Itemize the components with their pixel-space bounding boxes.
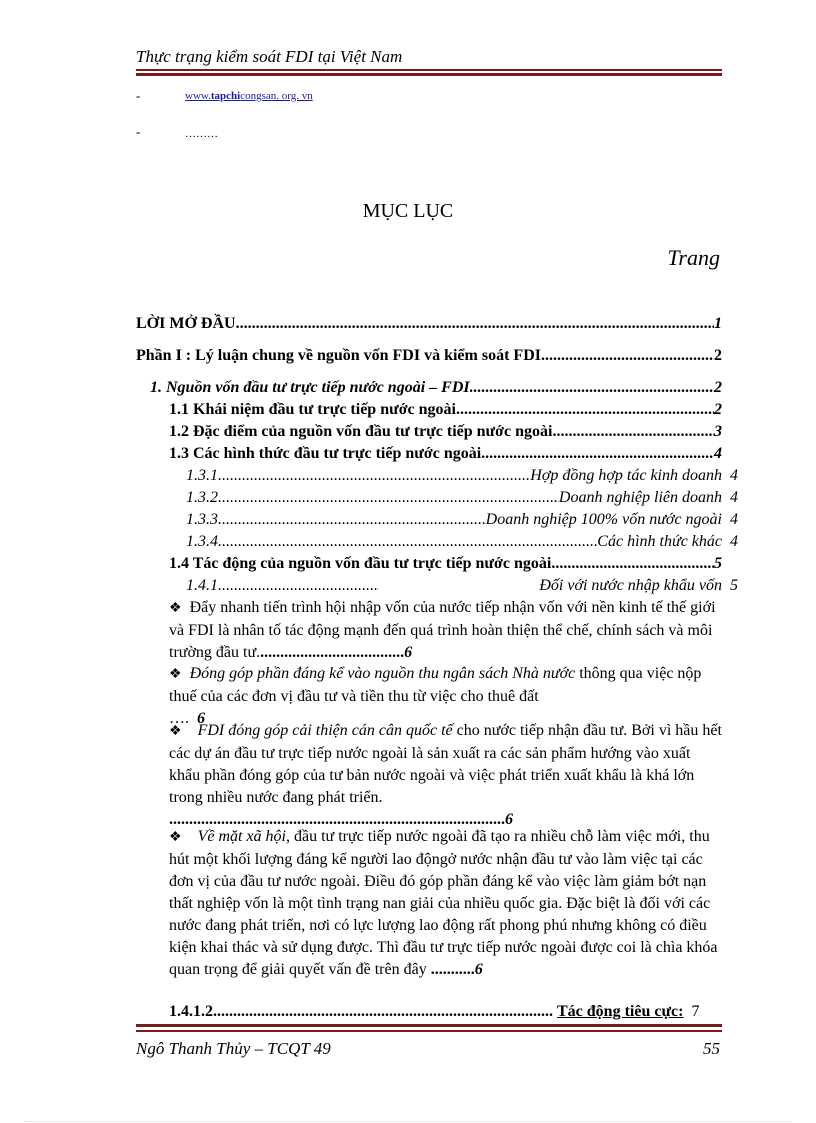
toc-entry[interactable]: 1. Nguồn vốn đầu tư trực tiếp nước ngoài – FDI ..... 2 — [150, 377, 722, 399]
toc-paragraph-entry[interactable]: ❖ Về mặt xã hội, đầu tư trực tiếp nước ngoài đã tạo ra nhiều chỗ làm việc mới, thu hút một khối lượng đáng kể người lao độngở nước nhận đầu tư vào làm việc tại các đơn vị của đầu tư nước ngoài. Điều đó góp phần đáng kể vào việc làm giảm bớt nạn thất nghiệp vốn là một tình trạng nan giải của nhiều quốc gia. Đặc biệt là đối với các nước đang phát triển, nơi có lực lượng lao động rất phong phú nhưng không có điều kiện khai thác và sử dụng được. Thì đầu tư trực tiếp nước ngoài được coi là chìa khóa quan trọng để giải quyết vấn đề trên đây ...........6 — [169, 828, 718, 978]
toc-title: MỤC LỤC — [362, 200, 454, 222]
header-rule-thick — [136, 73, 722, 76]
header-rule — [136, 69, 722, 71]
reference-bullet: - — [136, 88, 141, 103]
footer-rule-thick — [136, 1024, 722, 1027]
reference-bullet: - — [136, 124, 141, 139]
toc-entry[interactable]: 1.3.1 ..... Hợp đồng hợp tác kinh doanh 4 — [186, 465, 738, 487]
toc-paragraph-entry[interactable]: ❖ FDI đóng góp cải thiện cán cân quốc tế cho nước tiếp nhận đầu tư. Bởi vì hầu hết các dự án đầu tư trực tiếp nước ngoài là sản xuất ra các sản phẩm hướng vào xuất khẩu phần đóng góp của tư bản nước ngoài và việc phát triển xuất khẩu là khá lớn trong nhiều nước đang phát triển. ....................................................................................6 — [169, 722, 722, 828]
toc-paragraph-entry[interactable]: ❖ Đẩy nhanh tiến trình hội nhập vốn của nước tiếp nhận vốn với nền kinh tế thế giới và FDI là nhân tố tác động mạnh đến quá trình hoàn thiện thể chế, chính sách và môi trường đầu tư.....................................6 — [169, 599, 716, 661]
toc-entry[interactable]: 1.4.1 ..... Đối với nước nhập khẩu vốn 5 — [186, 575, 738, 597]
toc-entry[interactable]: LỜI MỞ ĐẦU ..... 1 — [136, 313, 722, 335]
toc-entry[interactable]: 1.4.1.2 ..... Tác động tiêu cực: 7 — [169, 1001, 738, 1023]
toc-paragraph-entry[interactable]: ❖ Đóng góp phần đáng kể vào nguồn thu ngân sách Nhà nước thông qua việc nộp thuế của các đơn vị đầu tư và tiền thu từ việc cho thuê đất …. 6 — [169, 665, 702, 727]
footer-author: Ngô Thanh Thủy – TCQT 49 — [136, 1039, 331, 1058]
toc-page-label: Trang — [667, 245, 720, 270]
toc-entry[interactable]: 1.4 Tác động của nguồn vốn đầu tư trực tiếp nước ngoài ..... 5 — [169, 553, 722, 575]
toc-entry[interactable]: 1.3 Các hình thức đầu tư trực tiếp nước ngoài ..... 4 — [169, 443, 722, 465]
toc-entry[interactable]: 1.2 Đặc điểm của nguồn vốn đầu tư trực tiếp nước ngoài ..... 3 — [169, 421, 722, 443]
toc-entry[interactable]: 1.3.2 ..... Doanh nghiệp liên doanh 4 — [186, 487, 738, 509]
reference-ellipsis: ……… — [185, 128, 218, 140]
page-edge — [24, 1121, 792, 1122]
reference-link[interactable]: www.tapchicongsan. org. vn — [185, 90, 313, 102]
footer-page-number: 55 — [703, 1039, 720, 1058]
page-header-title: Thực trạng kiểm soát FDI tại Việt Nam — [136, 47, 403, 66]
toc-entry[interactable]: 1.1 Khái niệm đầu tư trực tiếp nước ngoài ..... 2 — [169, 399, 722, 421]
toc-entry[interactable]: 1.3.3. ..... Doanh nghiệp 100% vốn nước ngoài 4 — [186, 509, 738, 531]
footer-rule — [136, 1030, 722, 1032]
toc-entry[interactable]: 1.3.4. ..... Các hình thức khác 4 — [186, 531, 738, 553]
toc-entry[interactable]: Phần I : Lý luận chung về nguồn vốn FDI và kiểm soát FDI ..... 2 — [136, 345, 722, 367]
